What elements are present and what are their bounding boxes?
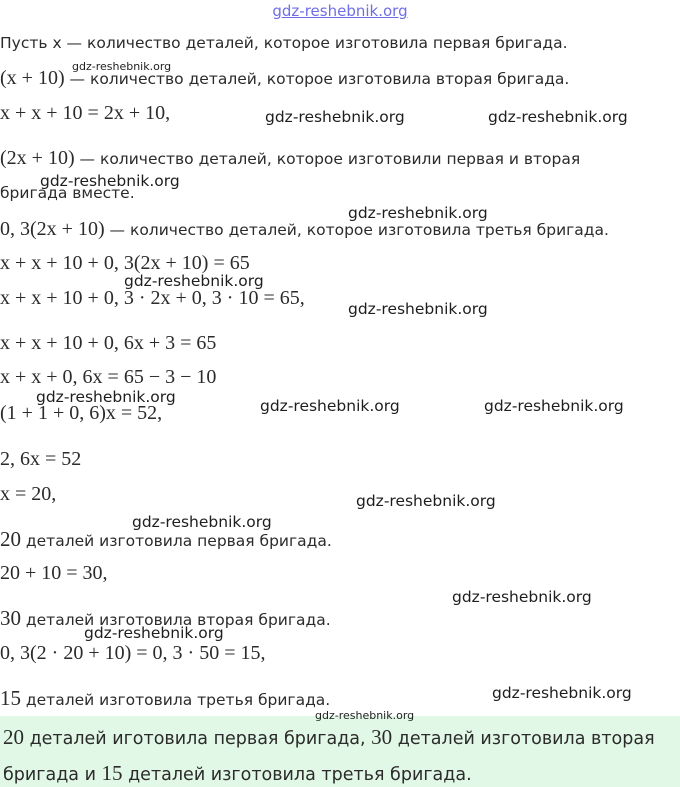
watermark: gdz-reshebnik.org [348,204,488,222]
eq-expand: x + x + 10 + 0, 3 · 2x + 0, 3 · 10 = 65, [0,287,305,309]
watermark: gdz-reshebnik.org [356,492,496,510]
watermark: gdz-reshebnik.org [36,388,176,406]
site-header-link[interactable]: gdz-reshebnik.org [272,2,408,20]
text-second-result: деталей изготовила вторая бригада. [21,611,331,629]
watermark: gdz-reshebnik.org [72,60,172,73]
line-intro: Пусть x — количество деталей, которое изготовила первая бригада. [0,34,568,52]
answer-text-4: деталей изготовила третья бригада. [122,765,472,785]
answer-num-15: 15 [101,761,123,785]
eq-simplify: x + x + 10 + 0, 6x + 3 = 65 [0,332,217,354]
text-second-brigade: — количество деталей, которое изготовила вторая бригада. [64,70,570,88]
answer-text-3: бригада и [3,765,102,785]
eq-x-20: x = 20, [0,483,57,505]
num-20: 20 [0,527,21,551]
eq-20-plus-10: 20 + 10 = 30, [0,562,108,584]
num-15: 15 [0,686,21,710]
watermark: gdz-reshebnik.org [315,709,415,722]
text-first-and-second: — количество деталей, которое изготовили первая и вторая [74,150,581,168]
answer-text-2: деталей изготовила вторая [392,729,655,749]
eq-third-calc: 0, 3(2 · 20 + 10) = 0, 3 · 50 = 15, [0,642,266,664]
answer-num-30: 30 [371,725,393,749]
answer-text-1: деталей иготовила первая бригада, [24,729,372,749]
eq-sum-first-second: x + x + 10 = 2x + 10, [0,102,171,124]
watermark: gdz-reshebnik.org [132,513,272,531]
watermark: gdz-reshebnik.org [40,172,180,190]
answer-num-20: 20 [3,725,24,749]
text-first-result: деталей изготовила первая бригада. [21,532,332,550]
text-together: бригада вместе. [0,184,135,202]
eq-2-6x: 2, 6x = 52 [0,448,82,470]
eq-main: x + x + 10 + 0, 3(2x + 10) = 65 [0,252,250,274]
watermark: gdz-reshebnik.org [452,588,592,606]
text-third-result: деталей изготовила третья бригада. [21,691,331,709]
watermark: gdz-reshebnik.org [484,397,624,415]
line-third-brigade [0,219,609,239]
answer-box [0,716,680,787]
answer-line-2 [3,761,472,786]
num-30: 30 [0,606,21,630]
watermark: gdz-reshebnik.org [488,108,628,126]
answer-line-1 [3,725,655,750]
expr-third: 0, 3(2x + 10) [0,218,105,240]
watermark: gdz-reshebnik.org [124,272,264,290]
watermark: gdz-reshebnik.org [492,684,632,702]
expr-2x-plus-10: (2x + 10) [0,147,75,169]
watermark: gdz-reshebnik.org [265,108,405,126]
expr-x-plus-10: (x + 10) [0,67,65,89]
line-first-and-second [0,148,580,168]
eq-factor: (1 + 1 + 0, 6)x = 52, [0,402,163,424]
eq-move: x + x + 0, 6x = 65 − 3 − 10 [0,366,217,388]
watermark: gdz-reshebnik.org [260,397,400,415]
watermark: gdz-reshebnik.org [348,300,488,318]
watermark: gdz-reshebnik.org [84,624,224,642]
line-first-result [0,529,332,550]
text-third-brigade: — количество деталей, которое изготовила третья бригада. [104,221,609,239]
line-third-result [0,688,330,709]
